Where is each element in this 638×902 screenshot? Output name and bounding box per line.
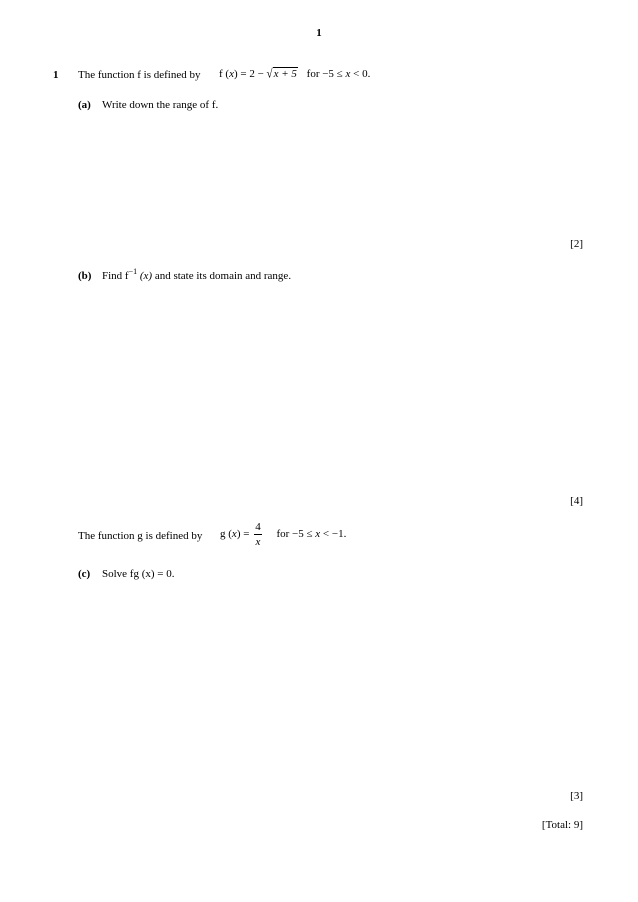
part-a-text: Write down the range of f. (102, 99, 219, 111)
g-numerator: 4 (255, 521, 261, 533)
f-var: x (229, 68, 234, 80)
sqrt-expression (267, 67, 298, 80)
g-domain-var: x (315, 528, 321, 541)
part-b-text (102, 267, 292, 282)
part-a-marks: [2] (570, 238, 583, 250)
g-definition (220, 520, 346, 549)
part-b-find: Find f (102, 270, 129, 282)
f-rhs-start: ) = 2 − (233, 68, 264, 80)
part-c-marks: [3] (570, 790, 583, 802)
g-fraction (254, 520, 262, 549)
total-marks: [Total: 9] (541, 819, 583, 831)
g-domain-suffix: < −1. (322, 528, 347, 541)
question-intro: The function f is defined by (78, 69, 201, 81)
part-c-text: Solve fg (x) = 0. (102, 568, 175, 580)
radicand: x + 5 (273, 68, 297, 80)
g-lhs: g ( (220, 528, 232, 541)
g-var: x (231, 528, 237, 541)
part-b-arg: (x) (139, 270, 153, 282)
g-denominator: x (255, 536, 261, 548)
inverse-superscript: −1 (128, 267, 138, 276)
g-lhs-end: ) = (236, 528, 250, 541)
f-definition (219, 67, 370, 80)
page-number: 1 (316, 27, 322, 39)
f-domain-suffix: < 0. (353, 68, 371, 80)
f-lhs: f ( (219, 68, 230, 80)
part-b-label: (b) (78, 270, 92, 282)
part-b-marks: [4] (570, 495, 583, 507)
radical-sign: √ (266, 67, 273, 81)
f-domain-var: x (345, 68, 351, 80)
f-domain-prefix: for −5 ≤ (306, 68, 343, 80)
part-c-label: (c) (78, 568, 91, 580)
part-b-text-end: and state its domain and range. (154, 270, 292, 282)
g-domain-prefix: for −5 ≤ (276, 528, 313, 541)
g-intro: The function g is defined by (78, 530, 203, 542)
question-number: 1 (53, 69, 59, 81)
part-a-label: (a) (78, 99, 91, 111)
